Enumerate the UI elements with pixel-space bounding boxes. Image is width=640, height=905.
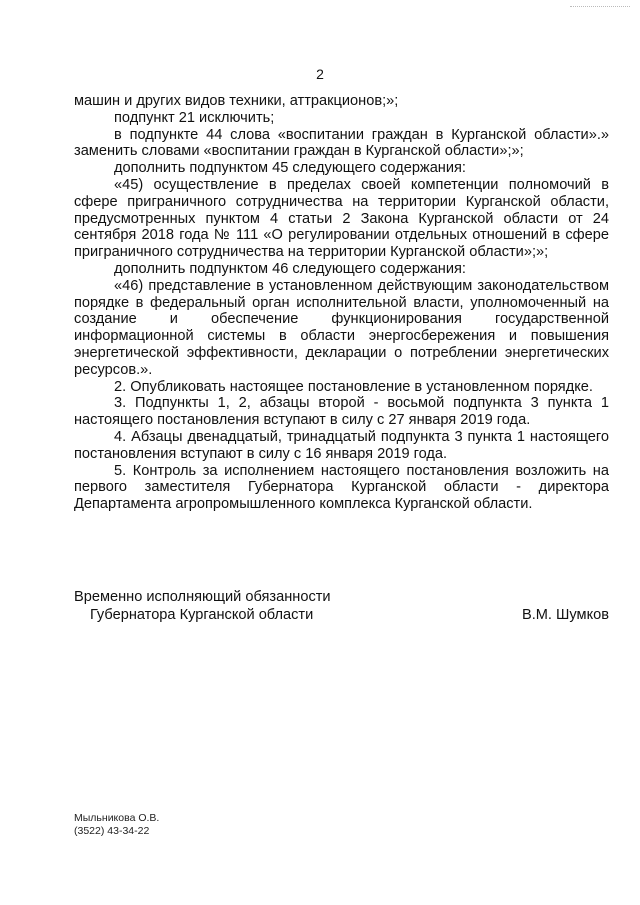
paragraph-subpoint-45: «45) осуществление в пределах своей компетенции полномочий в сфере приграничного сотрудничества на территории Курганской области, предусмотренных пунктом 4 статьи 2 Закона Курганской области от 24 сентября 2018 года № 111 «О регулировании отдельных отношений в сфере приграничного сотрудничества на территории Курганской области»;»; (74, 176, 609, 261)
paragraph-continuation: машин и других видов техники, аттракционов;»; (74, 93, 399, 109)
signature-block (74, 589, 609, 624)
signatory-name: В.М. Шумков (521, 606, 609, 623)
paragraph-add-46-intro: дополнить подпунктом 46 следующего содержания: (114, 260, 466, 277)
paragraph-item-3: 3. Подпункты 1, 2, абзацы второй - восьмой подпункта 3 пункта 1 настоящего постановления вступают в силу с 27 января 2019 года. (74, 395, 609, 429)
page-number: 2 (316, 66, 324, 82)
scan-corner-mark (570, 6, 630, 9)
paragraph-item-2: 2. Опубликовать настоящее постановление в установленном порядке. (114, 378, 593, 395)
paragraph-item-4: 4. Абзацы двенадцатый, тринадцатый подпункта 3 пункта 1 настоящего постановления вступают в силу с 16 января 2019 года. (74, 428, 609, 462)
paragraph-subpoint-44: в подпункте 44 слова «воспитании граждан в Курганской области».» заменить словами «воспитании граждан в Курганской области»;»; (74, 126, 609, 160)
paragraph-subpoint-21: подпункт 21 исключить; (114, 109, 275, 126)
signatory-position-line2: Губернатора Курганской области (90, 606, 314, 623)
paragraph-item-5: 5. Контроль за исполнением настоящего постановления возложить на первого заместителя Губернатора Курганской области - директора Департамента агропромышленного комплекса Курганской области. (74, 462, 609, 513)
paragraph-subpoint-46: «46) представление в установленном действующим законодательством порядке в федеральный орган исполнительной власти, уполномоченный на создание и обеспечение функционирования государственной информационной системы в области энергосбережения и повышения энергетической эффективности, декларации о потреблении энергетических ресурсов.». (74, 277, 609, 378)
executor-info (74, 812, 159, 838)
document-body (74, 93, 609, 513)
signatory-position-line1: Временно исполняющий обязанности (74, 589, 331, 605)
paragraph-add-45-intro: дополнить подпунктом 45 следующего содержания: (114, 160, 466, 177)
executor-name: Мыльникова О.В. (74, 812, 160, 824)
executor-phone: (3522) 43-34-22 (74, 825, 150, 837)
